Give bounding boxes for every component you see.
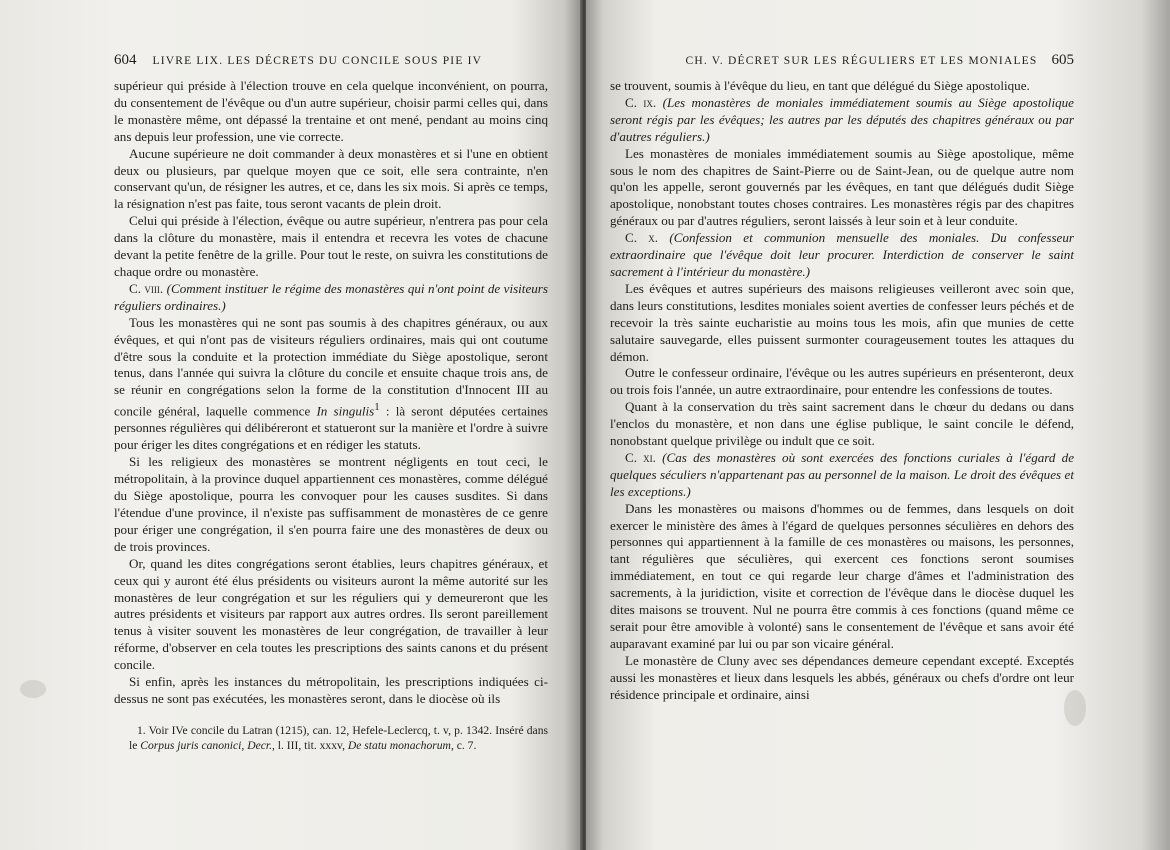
chapter-number: C. ix. bbox=[625, 94, 657, 110]
paragraph: Celui qui préside à l'élection, évêque ou autre supérieur, n'entrera pas pour cela dans la clôture du monastère, mais il entendra et recevra les votes de chacune devant la petite fenêtre de la grille. Pour tout le reste, on suivra les constitutions de chaque ordre ou monastère. bbox=[114, 213, 548, 279]
right-page bbox=[586, 0, 1170, 850]
footnote-text: , l. III, tit. xxxv, bbox=[271, 739, 348, 753]
paragraph: Si enfin, après les instances du métropolitain, les prescriptions indiquées ci-dessus ne sont pas exécutées, les monastères seront, dans le diocèse où ils bbox=[114, 674, 548, 706]
right-body-text bbox=[610, 78, 1074, 704]
page-number-right: 605 bbox=[1051, 52, 1074, 68]
paragraph: Outre le confesseur ordinaire, l'évêque ou les autres supérieurs en présenteront, deux ou trois fois l'année, un autre extraordinaire, pour entendre les confessions de toutes. bbox=[610, 365, 1074, 398]
paragraph: Or, quand les dites congrégations seront établies, leurs chapitres généraux, et ceux qui y auront été élus présidents ou visiteurs auront la même autorité sur les monastères de leur congrégation et sur les réguliers qui y demeureront que les autres présidents et visiteurs par rapport aux autres ordres. Ils seront pareillement tenus à visiter souvent les monastères de leur congrégation, de travailler à leur réforme, d'observer en cela toutes les prescriptions des saints canons et du présent concile. bbox=[114, 555, 548, 673]
running-head-left: LIVRE LIX. LES DÉCRETS DU CONCILE SOUS PIE IV bbox=[152, 55, 483, 67]
chapter-heading-viii bbox=[114, 281, 548, 315]
paragraph: Dans les monastères ou maisons d'hommes ou de femmes, dans lesquels on doit exercer le ministère des âmes à l'égard de quelques personnes séculières en dehors des personnes qui appartiennent à la famille de ces monastères ou maisons, les personnes, tant régulières que séculières, qui exercent ces fonctions seront soumises immédiatement, en tout ce qui regarde leur charge d'âmes et l'administration des sacrements, à la juridiction, visite et correction de l'évêque dans le diocèse duquel les dites maisons se trouvent. Nul ne pourra être commis à ces fonctions (quand même ce serait pour être amovible à volonté) sans le consentement de l'évêque et sans avoir été auparavant examiné par lui ou par son vicaire général. bbox=[610, 500, 1074, 651]
chapter-title: (Cas des monastères où sont exercées des fonctions curiales à l'égard de quelques séculiers n'appartenant pas au personnel de la maison. Le droit des évêques et les exceptions.) bbox=[610, 449, 1075, 499]
paper-stain bbox=[1064, 690, 1086, 726]
footnote-text: , c. 7. bbox=[450, 739, 477, 753]
italic-text: In singulis bbox=[316, 403, 375, 419]
paragraph: Si les religieux des monastères se montrent négligents en tout ceci, le métropolitain, à la province duquel appartiennent ces monastères, comme délégué du Siège apostolique, pourra les convoquer pour les causes susdites. Si dans l'étendue d'une province, il n'existe pas suffisamment de monastères de ce genre pour ériger une congrégation, il s'en pourra faire une des monastères de deux ou de trois provinces. bbox=[114, 454, 548, 554]
chapter-title: (Confession et communion mensuelle des moniales. Du confesseur extraordinaire que l'évêque doit leur procurer. Interdiction de conserver le saint sacrement à l'intérieur du monastère.) bbox=[610, 230, 1074, 279]
paragraph: Les évêques et autres supérieurs des maisons religieuses veilleront avec soin que, dans leurs constitutions, lesdites moniales soient averties de confesser leurs péchés et de recevoir la très sainte eucharistie au moins tous les mois, afin que munies de cette salutaire sauvegarde, elles puissent surmonter courageusement toutes les attaques du démon. bbox=[610, 280, 1074, 364]
paragraph: Les monastères de moniales immédiatement soumis au Siège apostolique, même sous le nom des chapitres de Saint-Pierre ou de Saint-Jean, ou de quelque autre nom qu'on les appelle, seront gouvernés par les évêques, en tant que délégués dudit Siège apostolique, nonobstant toutes choses contraires. Les monastères régis par des chapitres généraux ou par d'autres réguliers, seront laissés à leur soin et à leur conduite. bbox=[610, 145, 1074, 229]
footnote-reference: 1 bbox=[374, 401, 380, 414]
footnote-italic: Corpus juris canonici, Decr. bbox=[140, 739, 272, 753]
footnote-italic: De statu monachorum bbox=[347, 739, 451, 753]
left-running-header bbox=[114, 52, 548, 69]
chapter-number: C. viii. bbox=[129, 280, 164, 296]
footnote bbox=[114, 723, 548, 754]
paragraph: Quant à la conservation du très saint sacrement dans le chœur du dedans ou dans l'enclos du monastère, et non dans une église publique, le saint concile le défend, nonobstant quelque privilège ou indult que ce soit. bbox=[610, 399, 1074, 449]
paper-stain bbox=[20, 680, 46, 698]
chapter-title: (Les monastères de moniales immédiatement soumis au Siège apostolique seront régis par les évêques; les autres par les députés des chapitres généraux ou par d'autres réguliers.) bbox=[610, 94, 1074, 144]
paragraph: Aucune supérieure ne doit commander à deux monastères et si l'une en obtient deux ou plusieurs, par quelque moyen que ce soit, elle sera contrainte, n'en conservant qu'un, de résigner les autres, et ce, dans les six mois. Si après ce temps, la résignation n'est pas faite, tous seront vacants de plein droit. bbox=[114, 145, 548, 212]
footnote-text: 1. Voir IVe concile du Latran (1215), can. 12, Hefele-Leclercq, t. v, p. 1342. Inséré dans le bbox=[129, 723, 548, 753]
right-running-header bbox=[610, 52, 1074, 69]
chapter-number: C. xi. bbox=[625, 449, 656, 465]
page-number-left: 604 bbox=[114, 52, 137, 68]
paragraph: se trouvent, soumis à l'évêque du lieu, en tant que délégué du Siège apostolique. bbox=[610, 78, 1030, 93]
running-head-right: CH. V. DÉCRET SUR LES RÉGULIERS ET LES MONIALES bbox=[685, 55, 1038, 67]
left-page bbox=[0, 0, 582, 850]
chapter-heading-x bbox=[610, 230, 1074, 281]
paragraph: Le monastère de Cluny avec ses dépendances demeure cependant excepté. Exceptés aussi les monastères et lieux dans lesquels les abbés, généraux ou chefs d'ordre ont leur résidence principale et ordinaire, ainsi bbox=[610, 652, 1074, 702]
paragraph-with-footnote-ref bbox=[114, 315, 548, 455]
text-run: Tous les monastères qui ne sont pas soumis à des chapitres généraux, ou aux évêques, et qui n'ont pas de visiteurs réguliers ordinaires, mais qui ont coutume d'être sous la conduite et la protection immédiate du Siège apostolique, seront tenus, dans l'année qui suivra la clôture du concile et ensuite chaque trois ans, de se réunir en congrégations selon la forme de la constitution d'Innocent III au concile général, laquelle commence bbox=[114, 314, 548, 419]
paragraph: supérieur qui préside à l'élection trouve en cela quelque inconvénient, on pourra, du consentement de l'évêque ou d'un autre supérieur, choisir parmi celles qui, dans le monastère même, ont dépassé la trentaine et ont mené, pendant au moins cinq ans depuis leur profession, une vie correcte. bbox=[114, 78, 548, 144]
chapter-heading-xi bbox=[610, 450, 1074, 501]
left-body-text bbox=[114, 78, 548, 753]
chapter-heading-ix bbox=[610, 95, 1074, 146]
chapter-title: (Comment instituer le régime des monastères qui n'ont point de visiteurs réguliers ordinaires.) bbox=[114, 280, 548, 313]
chapter-number: C. x. bbox=[625, 230, 659, 246]
text-run: : là seront députées certaines personnes régulières qui délibéreront et statueront sur la manière et l'ordre à suivre pour ériger les dites congrégations et en rédiger les statuts. bbox=[114, 403, 548, 453]
